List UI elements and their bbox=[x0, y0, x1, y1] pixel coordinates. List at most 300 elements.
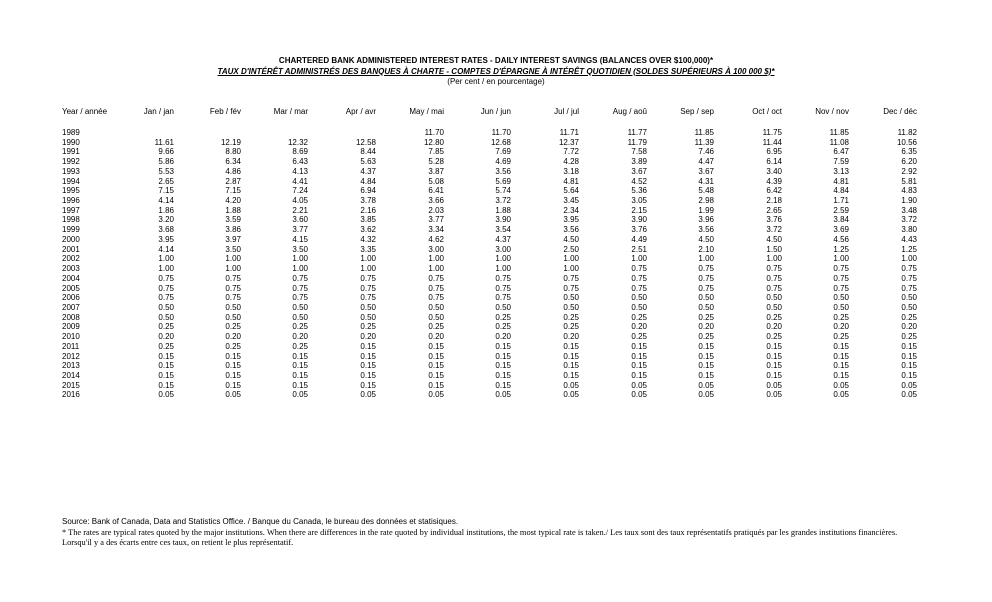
year-label: 2015 bbox=[62, 380, 80, 390]
rate-cell: 3.60 bbox=[292, 215, 308, 225]
rate-cell: 0.25 bbox=[631, 312, 647, 322]
rate-cell: 0.15 bbox=[901, 370, 917, 380]
rate-cell: 1.00 bbox=[495, 264, 511, 274]
year-column bbox=[62, 128, 80, 400]
rate-cell: 0.05 bbox=[158, 390, 174, 400]
rate-cell: 0.25 bbox=[225, 322, 241, 332]
rate-cell: 7.72 bbox=[563, 147, 579, 157]
rate-cell: 0.50 bbox=[833, 302, 849, 312]
year-label: 2006 bbox=[62, 293, 80, 303]
rate-cell: 0.20 bbox=[698, 322, 714, 332]
rate-cell: 0.25 bbox=[428, 322, 444, 332]
rate-cell: 7.58 bbox=[631, 147, 647, 157]
rate-cell: 0.50 bbox=[225, 302, 241, 312]
rate-cell: 4.81 bbox=[563, 176, 579, 186]
rate-cell: 12.68 bbox=[490, 137, 511, 147]
rate-cell: 5.74 bbox=[495, 186, 511, 196]
rate-cell: 5.64 bbox=[563, 186, 579, 196]
rate-cell: 4.20 bbox=[225, 196, 241, 206]
rate-cell: 3.77 bbox=[292, 225, 308, 235]
rate-cell: 7.69 bbox=[495, 147, 511, 157]
rate-cell: 0.25 bbox=[833, 312, 849, 322]
rate-cell: 5.63 bbox=[360, 157, 376, 167]
rate-cell: 0.15 bbox=[360, 341, 376, 351]
rate-cell: 3.50 bbox=[225, 244, 241, 254]
rate-cell: 7.15 bbox=[225, 186, 241, 196]
rate-cell: 3.69 bbox=[833, 225, 849, 235]
rate-cell: 0.15 bbox=[901, 361, 917, 371]
rate-cell: 5.86 bbox=[158, 157, 174, 167]
rate-cell: 3.05 bbox=[631, 196, 647, 206]
month-column-header: Jan / jan bbox=[143, 107, 174, 116]
rate-cell: 2.98 bbox=[698, 196, 714, 206]
rate-cell: 2.87 bbox=[225, 176, 241, 186]
rate-cell: 0.75 bbox=[225, 273, 241, 283]
month-column bbox=[451, 128, 511, 400]
rate-cell: 1.50 bbox=[766, 244, 782, 254]
rate-cell: 3.40 bbox=[766, 166, 782, 176]
year-label: 2003 bbox=[62, 264, 80, 274]
rate-cell: 0.50 bbox=[158, 302, 174, 312]
rate-cell: 0.15 bbox=[631, 370, 647, 380]
rate-cell: 0.15 bbox=[833, 361, 849, 371]
rate-cell: 0.15 bbox=[360, 351, 376, 361]
rate-cell: 0.05 bbox=[631, 390, 647, 400]
rate-cell: 5.28 bbox=[428, 157, 444, 167]
rate-cell: 0.75 bbox=[495, 273, 511, 283]
rate-cell: 8.69 bbox=[292, 147, 308, 157]
rate-cell: 3.95 bbox=[563, 215, 579, 225]
rate-cell: 4.86 bbox=[225, 166, 241, 176]
rate-cell: 0.15 bbox=[766, 351, 782, 361]
rate-cell: 4.37 bbox=[495, 234, 511, 244]
rate-cell: 12.80 bbox=[423, 137, 444, 147]
year-label: 1991 bbox=[62, 147, 80, 157]
rate-cell: 0.20 bbox=[631, 322, 647, 332]
rate-cell: 4.39 bbox=[766, 176, 782, 186]
rate-cell: 0.50 bbox=[563, 293, 579, 303]
rate-cell: 0.15 bbox=[563, 341, 579, 351]
rate-cell: 0.25 bbox=[698, 312, 714, 322]
rate-cell: 4.14 bbox=[158, 196, 174, 206]
year-label: 1994 bbox=[62, 176, 80, 186]
rate-cell: 0.15 bbox=[158, 380, 174, 390]
rate-cell: 1.00 bbox=[360, 264, 376, 274]
rate-cell: 0.50 bbox=[698, 293, 714, 303]
rate-cell: 0.25 bbox=[360, 322, 376, 332]
rate-cell: 2.50 bbox=[563, 244, 579, 254]
rate-cell: 1.00 bbox=[563, 254, 579, 264]
rate-cell: 0.75 bbox=[360, 273, 376, 283]
rate-cell: 0.20 bbox=[766, 322, 782, 332]
rate-cell: 11.85 bbox=[694, 128, 714, 137]
year-label: 2011 bbox=[62, 341, 80, 351]
rate-cell: 11.08 bbox=[829, 137, 849, 147]
rate-cell: 3.34 bbox=[428, 225, 444, 235]
year-label: 1990 bbox=[62, 137, 80, 147]
rate-cell: 0.50 bbox=[901, 302, 917, 312]
rate-cell: 4.69 bbox=[495, 157, 511, 167]
rate-cell: 1.00 bbox=[631, 254, 647, 264]
rate-cell: 0.15 bbox=[495, 361, 511, 371]
rate-cell: 1.00 bbox=[428, 254, 444, 264]
rate-cell: 0.15 bbox=[428, 341, 444, 351]
rate-cell: 1.88 bbox=[495, 205, 511, 215]
year-label: 1995 bbox=[62, 186, 80, 196]
rate-cell: 0.15 bbox=[698, 341, 714, 351]
rate-cell: 0.75 bbox=[292, 283, 308, 293]
rate-cell: 4.62 bbox=[428, 234, 444, 244]
rate-cell: 3.56 bbox=[698, 225, 714, 235]
rate-cell: 0.05 bbox=[698, 380, 714, 390]
month-column bbox=[316, 128, 376, 400]
year-label: 2005 bbox=[62, 283, 80, 293]
month-column bbox=[857, 128, 917, 400]
rate-cell: 0.15 bbox=[631, 351, 647, 361]
month-column bbox=[654, 128, 714, 400]
rate-cell: 11.77 bbox=[627, 128, 647, 137]
rate-cell: 0.75 bbox=[428, 273, 444, 283]
rate-cell: 0.50 bbox=[428, 302, 444, 312]
rate-cell: 0.15 bbox=[901, 351, 917, 361]
footnote: * The rates are typical rates quoted by the major institutions. When there are differences in the rate quoted by individual institutions, the most typical rate is taken./ Les taux sont des taux représentatifs pratiqués par les grandes institutions financières. Lorsqu'il y a des écarts entre ces taux, on retient le plus représentatif. bbox=[62, 528, 898, 547]
rate-cell: 4.32 bbox=[360, 234, 376, 244]
rate-cell: 1.00 bbox=[292, 264, 308, 274]
rate-cell: 7.46 bbox=[698, 147, 714, 157]
rate-cell: 0.50 bbox=[833, 293, 849, 303]
rate-cell: 0.75 bbox=[360, 293, 376, 303]
rate-cell: 0.25 bbox=[766, 312, 782, 322]
rate-cell: 1.00 bbox=[428, 264, 444, 274]
rate-cell: 7.24 bbox=[292, 186, 308, 196]
rate-cell: 0.15 bbox=[698, 361, 714, 371]
rate-cell: 4.41 bbox=[292, 176, 308, 186]
rate-cell: 3.72 bbox=[901, 215, 917, 225]
rate-cell: 0.25 bbox=[495, 322, 511, 332]
rate-cell: 0.20 bbox=[292, 332, 308, 342]
source-note: Source: Bank of Canada, Data and Statistics Office. / Banque du Canada, le bureau des données et statisiques. bbox=[62, 517, 459, 526]
rate-cell: 0.20 bbox=[225, 332, 241, 342]
rate-cell: 2.51 bbox=[631, 244, 647, 254]
rate-cell bbox=[316, 128, 376, 138]
rate-cell: 3.20 bbox=[158, 215, 174, 225]
rate-cell: 3.56 bbox=[495, 166, 511, 176]
rate-cell: 0.15 bbox=[360, 370, 376, 380]
rate-cell: 0.75 bbox=[698, 283, 714, 293]
rate-cell: 1.88 bbox=[225, 205, 241, 215]
rate-cell: 1.00 bbox=[360, 254, 376, 264]
rate-cell: 0.50 bbox=[495, 302, 511, 312]
rate-cell: 8.44 bbox=[360, 147, 376, 157]
rate-cell: 0.75 bbox=[631, 283, 647, 293]
rate-cell: 0.15 bbox=[158, 361, 174, 371]
rate-cell: 0.25 bbox=[563, 322, 579, 332]
month-column bbox=[519, 128, 579, 400]
rate-cell: 3.85 bbox=[360, 215, 376, 225]
year-label: 2010 bbox=[62, 332, 80, 342]
year-label: 2001 bbox=[62, 244, 80, 254]
rate-cell: 3.95 bbox=[158, 234, 174, 244]
year-label: 2004 bbox=[62, 273, 80, 283]
rate-cell: 0.75 bbox=[901, 273, 917, 283]
rate-cell: 0.75 bbox=[766, 283, 782, 293]
rate-cell: 3.90 bbox=[631, 215, 647, 225]
year-label: 2009 bbox=[62, 322, 80, 332]
rate-cell: 0.75 bbox=[631, 264, 647, 274]
year-label: 1992 bbox=[62, 157, 80, 167]
rate-cell: 0.05 bbox=[292, 390, 308, 400]
month-column-header: May / mai bbox=[409, 107, 444, 116]
rate-cell: 5.08 bbox=[428, 176, 444, 186]
rate-cell: 7.85 bbox=[428, 147, 444, 157]
rate-cell: 0.75 bbox=[901, 264, 917, 274]
month-column bbox=[789, 128, 849, 400]
rate-cell: 11.39 bbox=[694, 137, 714, 147]
rate-cell: 0.05 bbox=[563, 390, 579, 400]
rate-cell: 2.34 bbox=[563, 205, 579, 215]
rate-cell: 0.20 bbox=[360, 332, 376, 342]
month-column-header: Dec / déc bbox=[883, 107, 917, 116]
rate-cell: 4.31 bbox=[698, 176, 714, 186]
rate-cell: 3.76 bbox=[631, 225, 647, 235]
rate-cell: 0.05 bbox=[833, 390, 849, 400]
rate-cell: 0.15 bbox=[495, 341, 511, 351]
rate-cell: 0.50 bbox=[766, 302, 782, 312]
rate-cell: 12.37 bbox=[558, 137, 579, 147]
rate-cell: 6.35 bbox=[901, 147, 917, 157]
year-label: 2007 bbox=[62, 302, 80, 312]
rate-cell: 2.15 bbox=[631, 205, 647, 215]
rate-cell: 3.54 bbox=[495, 225, 511, 235]
rate-cell: 2.59 bbox=[833, 205, 849, 215]
year-label: 1997 bbox=[62, 205, 80, 215]
rate-cell: 1.25 bbox=[833, 244, 849, 254]
year-label: 1989 bbox=[62, 128, 80, 137]
rate-cell: 4.15 bbox=[292, 234, 308, 244]
rate-cell: 1.25 bbox=[901, 244, 917, 254]
year-label: 2002 bbox=[62, 254, 80, 264]
rate-cell: 3.00 bbox=[428, 244, 444, 254]
year-label: 2013 bbox=[62, 361, 80, 371]
title-english: CHARTERED BANK ADMINISTERED INTEREST RATES - DAILY INTEREST SAVINGS (BALANCES OVER $100,000)* bbox=[278, 56, 714, 65]
rate-cell: 0.05 bbox=[766, 380, 782, 390]
rate-cell: 1.00 bbox=[766, 254, 782, 264]
month-column-header: Nov / nov bbox=[815, 107, 849, 116]
rate-cell: 4.56 bbox=[833, 234, 849, 244]
rate-cell: 4.50 bbox=[698, 234, 714, 244]
year-label: 2014 bbox=[62, 370, 80, 380]
rate-cell: 4.05 bbox=[292, 196, 308, 206]
rate-cell: 0.15 bbox=[292, 380, 308, 390]
rate-cell: 0.50 bbox=[158, 312, 174, 322]
rate-cell: 9.66 bbox=[158, 147, 174, 157]
rate-cell: 0.75 bbox=[158, 293, 174, 303]
rate-cell: 0.15 bbox=[495, 380, 511, 390]
rate-cell: 12.58 bbox=[355, 137, 376, 147]
rate-cell: 0.75 bbox=[698, 264, 714, 274]
rate-cell: 0.05 bbox=[766, 390, 782, 400]
rate-cell: 4.81 bbox=[833, 176, 849, 186]
rate-cell: 0.15 bbox=[225, 380, 241, 390]
rate-cell: 0.75 bbox=[225, 293, 241, 303]
rate-cell: 4.50 bbox=[766, 234, 782, 244]
rate-cell: 0.50 bbox=[563, 302, 579, 312]
year-label: 1998 bbox=[62, 215, 80, 225]
rate-cell: 0.25 bbox=[158, 341, 174, 351]
rate-cell: 6.95 bbox=[766, 147, 782, 157]
rate-cell: 0.75 bbox=[495, 283, 511, 293]
rate-cell: 0.15 bbox=[428, 351, 444, 361]
rate-cell: 0.05 bbox=[225, 390, 241, 400]
rate-cell: 1.00 bbox=[225, 254, 241, 264]
rate-cell: 0.15 bbox=[225, 351, 241, 361]
rate-cell: 0.15 bbox=[833, 370, 849, 380]
rate-cell: 0.75 bbox=[766, 273, 782, 283]
rate-cell: 4.28 bbox=[563, 157, 579, 167]
rate-cell: 5.81 bbox=[901, 176, 917, 186]
rate-cell: 0.75 bbox=[158, 273, 174, 283]
year-label: 1999 bbox=[62, 225, 80, 235]
title-units: (Per cent / en pourcentage) bbox=[447, 77, 545, 86]
rate-cell: 3.67 bbox=[698, 166, 714, 176]
year-label: 2008 bbox=[62, 312, 80, 322]
rate-cell: 0.50 bbox=[766, 293, 782, 303]
rate-cell: 3.72 bbox=[495, 196, 511, 206]
rate-cell: 0.25 bbox=[158, 322, 174, 332]
rate-cell: 0.75 bbox=[495, 293, 511, 303]
rate-cell: 3.77 bbox=[428, 215, 444, 225]
rate-cell: 0.15 bbox=[563, 370, 579, 380]
rate-cell: 0.75 bbox=[766, 264, 782, 274]
rate-cell: 0.15 bbox=[225, 370, 241, 380]
rate-cell: 0.75 bbox=[833, 283, 849, 293]
rate-cell: 4.14 bbox=[158, 244, 174, 254]
rate-cell: 1.00 bbox=[495, 254, 511, 264]
rate-cell: 0.15 bbox=[428, 361, 444, 371]
rate-cell: 6.43 bbox=[292, 157, 308, 167]
rate-cell: 6.14 bbox=[766, 157, 782, 167]
month-column-header: Sep / sep bbox=[680, 107, 714, 116]
rate-cell: 0.75 bbox=[292, 293, 308, 303]
rate-cell: 3.66 bbox=[428, 196, 444, 206]
month-column bbox=[114, 128, 174, 400]
rate-cell: 0.05 bbox=[495, 390, 511, 400]
rate-cell: 4.84 bbox=[833, 186, 849, 196]
rate-cell: 1.00 bbox=[225, 264, 241, 274]
rate-cell: 0.15 bbox=[495, 351, 511, 361]
year-label: 2000 bbox=[62, 234, 80, 244]
rate-cell: 3.18 bbox=[563, 166, 579, 176]
rate-cell: 0.75 bbox=[158, 283, 174, 293]
rate-cell: 0.25 bbox=[901, 332, 917, 342]
rate-cell: 0.50 bbox=[428, 312, 444, 322]
rate-cell: 3.86 bbox=[225, 225, 241, 235]
rate-cell: 0.50 bbox=[292, 312, 308, 322]
rate-cell: 0.15 bbox=[698, 370, 714, 380]
rate-cell: 0.50 bbox=[698, 302, 714, 312]
rate-cell: 0.05 bbox=[698, 390, 714, 400]
rate-cell: 3.84 bbox=[833, 215, 849, 225]
rate-cell: 1.00 bbox=[698, 254, 714, 264]
rate-cell: 1.00 bbox=[158, 254, 174, 264]
rate-cell: 0.15 bbox=[563, 351, 579, 361]
rate-cell: 0.15 bbox=[766, 341, 782, 351]
title-french: TAUX D'INTÉRÊT ADMINISTRÉS DES BANQUES À CHARTE - COMPTES D'ÉPARGNE À INTÉRÊT QUOTIDIEN (SOLDES SUPÉRIEURS À 100 000 $)* bbox=[217, 66, 775, 76]
month-column bbox=[722, 128, 782, 400]
year-label: 1996 bbox=[62, 196, 80, 206]
rate-cell: 0.15 bbox=[158, 351, 174, 361]
rate-cell: 0.15 bbox=[766, 361, 782, 371]
rate-cell: 1.00 bbox=[833, 254, 849, 264]
table-header-row bbox=[0, 107, 992, 119]
year-label: 2016 bbox=[62, 390, 80, 400]
rate-cell: 11.44 bbox=[762, 137, 782, 147]
rate-cell: 0.25 bbox=[698, 332, 714, 342]
rate-cell: 0.50 bbox=[292, 302, 308, 312]
month-column bbox=[248, 128, 308, 400]
rate-cell: 0.75 bbox=[428, 283, 444, 293]
rate-cell: 1.00 bbox=[563, 264, 579, 274]
rate-cell: 1.86 bbox=[158, 205, 174, 215]
rate-cell: 1.71 bbox=[833, 196, 849, 206]
rate-cell: 0.75 bbox=[833, 264, 849, 274]
month-column bbox=[181, 128, 241, 400]
rate-cell: 0.25 bbox=[563, 312, 579, 322]
rate-cell: 2.21 bbox=[292, 205, 308, 215]
rate-cell bbox=[181, 128, 241, 138]
rate-cell: 3.13 bbox=[833, 166, 849, 176]
rate-cell: 7.59 bbox=[833, 157, 849, 167]
rate-cell: 0.25 bbox=[766, 332, 782, 342]
rate-cell: 6.34 bbox=[225, 157, 241, 167]
rate-cell: 12.19 bbox=[220, 137, 241, 147]
rate-cell: 0.75 bbox=[225, 283, 241, 293]
month-column-header: Jul / jul bbox=[554, 107, 579, 116]
rate-cell: 4.49 bbox=[631, 234, 647, 244]
rate-cell: 2.10 bbox=[698, 244, 714, 254]
rate-cell: 0.75 bbox=[360, 283, 376, 293]
rate-cell: 0.20 bbox=[901, 322, 917, 332]
rate-cell: 0.75 bbox=[292, 273, 308, 283]
rate-cell: 5.48 bbox=[698, 186, 714, 196]
rate-cell: 3.48 bbox=[901, 205, 917, 215]
rate-cell: 6.94 bbox=[360, 186, 376, 196]
rate-cell: 0.75 bbox=[563, 273, 579, 283]
rate-cell: 1.00 bbox=[901, 254, 917, 264]
rate-cell: 6.42 bbox=[766, 186, 782, 196]
rate-cell: 0.20 bbox=[495, 332, 511, 342]
rate-cell: 6.41 bbox=[428, 186, 444, 196]
rate-cell: 0.15 bbox=[631, 361, 647, 371]
rate-cell: 1.00 bbox=[292, 254, 308, 264]
rate-cell: 5.36 bbox=[631, 186, 647, 196]
rate-cell: 0.15 bbox=[428, 370, 444, 380]
rate-cell: 4.37 bbox=[360, 166, 376, 176]
rate-cell: 11.61 bbox=[154, 137, 174, 147]
year-label: 1993 bbox=[62, 166, 80, 176]
rate-cell: 0.15 bbox=[833, 341, 849, 351]
rate-cell: 3.68 bbox=[158, 225, 174, 235]
rate-cell: 0.75 bbox=[631, 273, 647, 283]
rate-cell: 0.75 bbox=[901, 283, 917, 293]
rate-cell: 3.50 bbox=[292, 244, 308, 254]
rate-cell: 3.45 bbox=[563, 196, 579, 206]
rate-cell: 0.20 bbox=[833, 322, 849, 332]
rate-cell: 7.15 bbox=[158, 186, 174, 196]
rate-cell: 0.15 bbox=[631, 341, 647, 351]
rate-cell: 0.15 bbox=[833, 351, 849, 361]
rate-cell: 3.87 bbox=[428, 166, 444, 176]
